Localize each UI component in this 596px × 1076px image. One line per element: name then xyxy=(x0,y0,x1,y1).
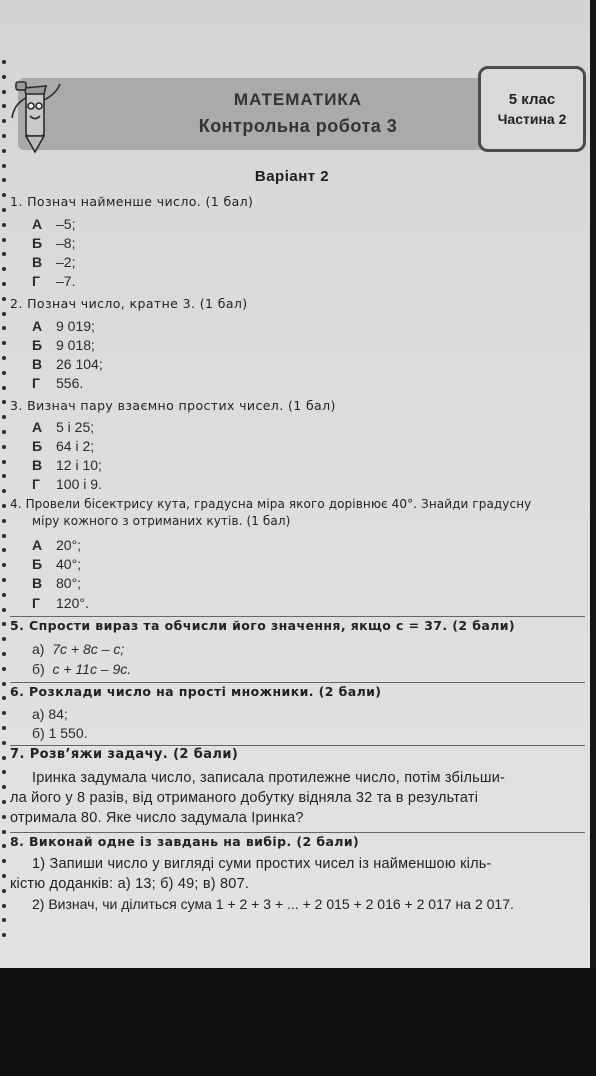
q5-item-a: а) 7c + 8c – c; xyxy=(32,641,125,657)
q7-problem-line1: Іринка задумала число, записала протилежне число, потім збільши- xyxy=(32,770,506,786)
binding-hole xyxy=(2,578,6,582)
binding-hole xyxy=(2,400,6,404)
binding-hole xyxy=(2,652,6,656)
binding-hole xyxy=(2,815,6,819)
binding-hole xyxy=(2,800,6,804)
q1-option-c: В –2; xyxy=(32,254,76,270)
binding-hole xyxy=(2,785,6,789)
q4-option-a: А 20°; xyxy=(32,537,82,553)
binding-hole xyxy=(2,859,6,863)
binding-hole xyxy=(2,60,6,64)
q2-option-c: В 26 104; xyxy=(32,356,103,372)
binding-hole xyxy=(2,312,6,316)
binding-hole xyxy=(2,341,6,345)
binding-hole xyxy=(2,282,6,286)
binding-hole xyxy=(2,548,6,552)
question-7: 7. Розв’яжи задачу. (2 бали) xyxy=(10,747,239,762)
binding-hole xyxy=(2,933,6,937)
binding-hole xyxy=(2,622,6,626)
binding-hole xyxy=(2,519,6,523)
q4-option-c: В 80°; xyxy=(32,575,82,591)
divider xyxy=(10,616,585,617)
q8-task2: 2) Визнач, чи ділиться сума 1 + 2 + 3 + ... + 2 015 + 2 016 + 2 017 на 2 017. xyxy=(32,896,514,912)
q2-option-d: Г 556. xyxy=(32,375,84,391)
variant-heading: Варіант 2 xyxy=(254,168,330,185)
q8-task1-line2: кістю доданків: а) 13; б) 49; в) 807. xyxy=(10,876,250,892)
q3-option-a: А 5 і 25; xyxy=(32,419,95,435)
question-6: 6. Розклади число на прості множники. (2 бали) xyxy=(10,684,382,699)
q6-item-a: а) 84; xyxy=(32,706,68,722)
q2-option-a: А 9 019; xyxy=(32,318,95,334)
binding-hole xyxy=(2,667,6,671)
binding-hole xyxy=(2,445,6,449)
question-4-line1: 4. Провели бісектрису кута, градусна міра якого дорівнює 40°. Знайди градусну xyxy=(10,497,532,511)
binding-hole xyxy=(2,223,6,227)
binding-hole xyxy=(2,563,6,567)
binding-hole xyxy=(2,386,6,390)
binding-hole xyxy=(2,489,6,493)
binding-hole xyxy=(2,874,6,878)
divider xyxy=(10,832,585,833)
binding-hole xyxy=(2,593,6,597)
q1-option-a: А –5; xyxy=(32,216,76,232)
binding-hole xyxy=(2,889,6,893)
q1-option-d: Г –7. xyxy=(32,273,76,289)
question-3: 3. Визнач пару взаємно простих чисел. (1 бал) xyxy=(10,398,336,413)
q5-item-b: б) c + 11c – 9c. xyxy=(32,661,132,677)
divider xyxy=(10,682,585,683)
binding-hole xyxy=(2,356,6,360)
binding-hole xyxy=(2,637,6,641)
pencil-mascot-icon xyxy=(6,74,66,156)
q7-problem-line2: ла його у 8 разів, від отриманого добутку відняла 32 та в результаті xyxy=(10,790,479,806)
binding-hole xyxy=(2,918,6,922)
q6-item-b: б) 1 550. xyxy=(32,725,88,741)
binding-hole xyxy=(2,460,6,464)
q3-option-d: Г 100 і 9. xyxy=(32,476,102,492)
grade-label: 5 клас xyxy=(508,91,556,108)
binding-hole xyxy=(2,770,6,774)
binding-hole xyxy=(2,682,6,686)
question-4-line2: міру кожного з отриманих кутів. (1 бал) xyxy=(32,514,291,528)
binding-hole xyxy=(2,297,6,301)
question-1: 1. Познач найменше число. (1 бал) xyxy=(10,194,254,209)
q1-option-b: Б –8; xyxy=(32,235,76,251)
binding-hole xyxy=(2,164,6,168)
dark-background xyxy=(0,968,596,1076)
binding-hole xyxy=(2,711,6,715)
question-2: 2. Познач число, кратне 3. (1 бал) xyxy=(10,296,248,311)
binding-hole xyxy=(2,252,6,256)
binding-hole xyxy=(2,326,6,330)
binding-hole xyxy=(2,608,6,612)
binding-hole xyxy=(2,474,6,478)
binding-hole xyxy=(2,904,6,908)
binding-hole xyxy=(2,430,6,434)
test-title: Контрольна робота 3 xyxy=(198,116,398,136)
q3-option-b: Б 64 і 2; xyxy=(32,438,95,454)
binding-hole xyxy=(2,756,6,760)
question-8: 8. Виконай одне із завдань на вибір. (2 бали) xyxy=(10,834,360,849)
q4-option-d: Г 120°. xyxy=(32,595,89,611)
binding-hole xyxy=(2,504,6,508)
binding-hole xyxy=(2,830,6,834)
part-label: Частина 2 xyxy=(497,111,567,127)
grade-box xyxy=(478,66,586,152)
question-5: 5. Спрости вираз та обчисли його значення, якщо c = 37. (2 бали) xyxy=(10,618,516,633)
q8-task1-line1: 1) Запиши число у вигляді суми простих чисел із найменшою кіль- xyxy=(32,856,492,872)
q7-problem-line3: отримала 80. Яке число задумала Іринка? xyxy=(10,810,304,826)
binding-hole xyxy=(2,844,6,848)
binding-hole xyxy=(2,193,6,197)
binding-hole xyxy=(2,741,6,745)
binding-holes xyxy=(0,60,8,950)
binding-hole xyxy=(2,726,6,730)
binding-hole xyxy=(2,208,6,212)
q2-option-b: Б 9 018; xyxy=(32,337,95,353)
q4-option-b: Б 40°; xyxy=(32,556,82,572)
divider xyxy=(10,745,585,746)
binding-hole xyxy=(2,415,6,419)
binding-hole xyxy=(2,267,6,271)
q3-option-c: В 12 і 10; xyxy=(32,457,102,473)
binding-hole xyxy=(2,238,6,242)
subject-title: МАТЕМАТИКА xyxy=(233,90,363,109)
binding-hole xyxy=(2,371,6,375)
binding-hole xyxy=(2,696,6,700)
binding-hole xyxy=(2,534,6,538)
